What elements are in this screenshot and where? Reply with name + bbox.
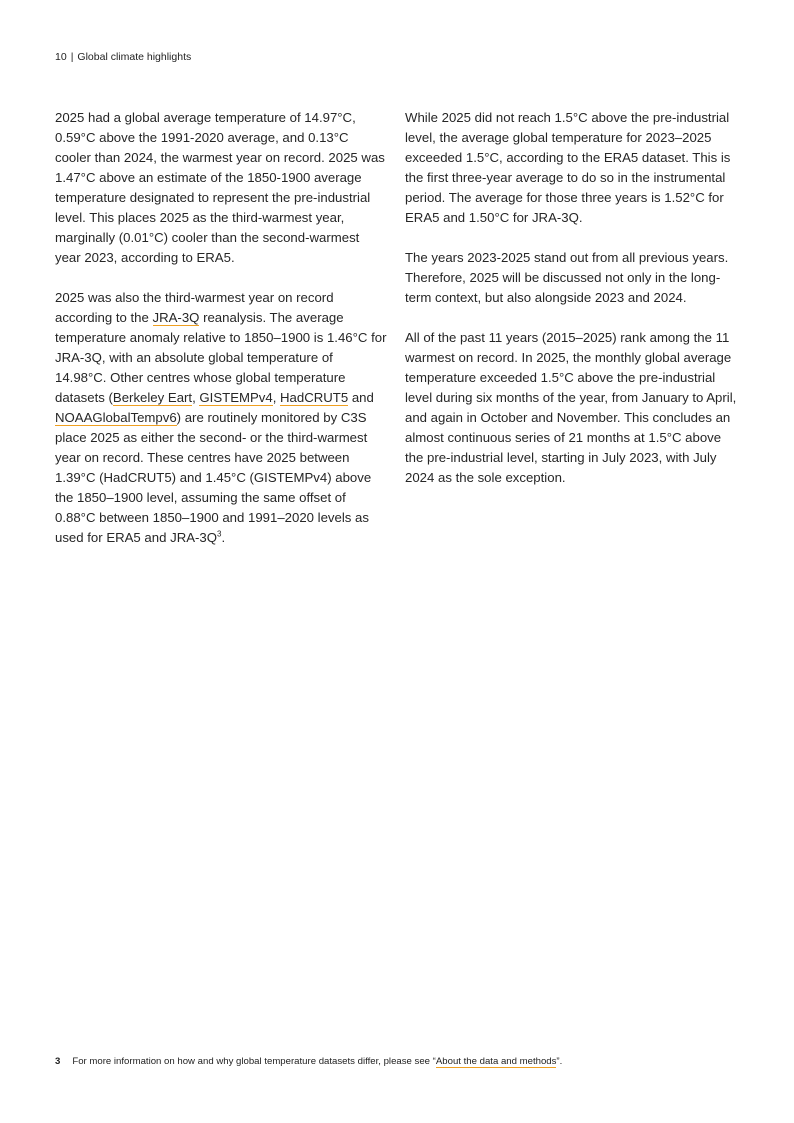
- noaa-globaltemp-link[interactable]: NOAAGlobalTempv6: [55, 410, 177, 425]
- gistemp-link[interactable]: GISTEMPv4: [199, 390, 273, 405]
- footnote-number: 3: [55, 1056, 61, 1067]
- footnote-end: ”.: [556, 1056, 563, 1067]
- jra-3q-link[interactable]: JRA-3Q: [152, 310, 200, 325]
- paragraph-stand-out: The years 2023-2025 stand out from all previous years. Therefore, 2025 will be discussed not only in the long-term context, but also alongside 2023 and 2024.: [405, 250, 729, 305]
- footnote-reference[interactable]: 3: [217, 529, 222, 539]
- paragraph-three-year-average: While 2025 did not reach 1.5°C above the pre-industrial level, the average global temperature for 2023–2025 exceeded 1.5°C, according to the ERA5 dataset. This is the first three-year average to do so in the instrumental period. The average for those three years is 1.52°C for ERA5 and 1.50°C for JRA-3Q.: [405, 110, 731, 225]
- about-data-methods-link[interactable]: About the data and methods: [435, 1056, 557, 1067]
- right-column: [405, 108, 740, 508]
- text-segment: .: [221, 530, 226, 545]
- page-header: [55, 51, 191, 63]
- footnote: [55, 1056, 562, 1067]
- text-segment: and: [348, 390, 374, 405]
- text-segment: 2025 was also the third-warmest year on record according to the: [55, 290, 334, 325]
- hadcrut-link[interactable]: HadCRUT5: [280, 390, 349, 405]
- text-segment: reanalysis. The average temperature anomaly relative to 1850–1900 is 1.46°C for JRA-3Q, with an absolute global temperature of 14.98°C. Other centres whose global temperature datasets (: [55, 310, 387, 405]
- paragraph-global-average: 2025 had a global average temperature of 14.97°C, 0.59°C above the 1991-2020 average, and 0.13°C cooler than 2024, the warmest year on record. 2025 was 1.47°C above an estimate of the 1850-1900 average temperature designated to represent the pre-industrial level. This places 2025 as the third-warmest year, marginally (0.01°C) cooler than the second-warmest year 2023, according to ERA5.: [55, 110, 385, 265]
- header-separator: |: [70, 51, 74, 63]
- text-segment: ) are routinely monitored by C3S place 2025 as either the second- or the third-warmest year on record. These centres have 2025 between 1.39°C (HadCRUT5) and 1.45°C (GISTEMPv4) above the 1850–1900 level, assuming the same offset of 0.88°C between 1850–1900 and 1991–2020 levels as used for ERA5 and JRA-3Q: [55, 410, 372, 545]
- paragraph-warmest-years: All of the past 11 years (2015–2025) rank among the 11 warmest on record. In 2025, the monthly global average temperature exceeded 1.5°C above the pre-industrial level during six months of the year, from January to April, and again in October and November. This concludes an almost continuous series of 21 months at 1.5°C above the pre-industrial level, starting in July 2023, with July 2024 as the sole exception.: [405, 330, 737, 485]
- berkeley-earth-link[interactable]: Berkeley Eart: [112, 390, 193, 405]
- page-number: 10: [55, 51, 67, 63]
- text-segment: ,: [192, 390, 200, 405]
- left-column: [55, 108, 387, 568]
- text-segment: ,: [272, 390, 281, 405]
- header-title: Global climate highlights: [77, 51, 192, 63]
- paragraph-other-datasets: [55, 288, 387, 548]
- footnote-text: For more information on how and why global temperature datasets differ, please see “: [72, 1056, 436, 1067]
